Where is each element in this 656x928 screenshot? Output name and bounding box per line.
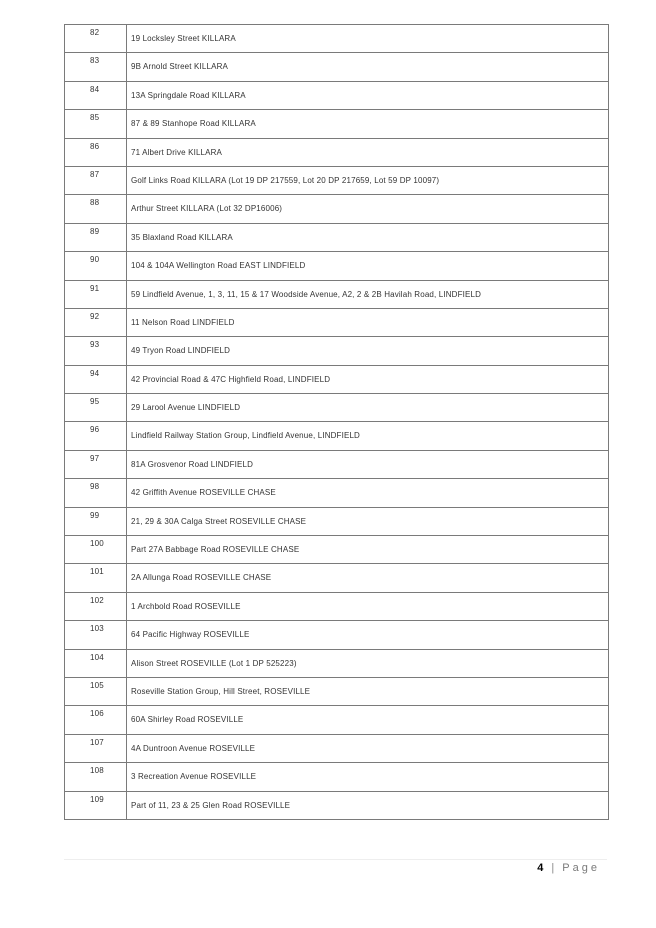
item-address: 4A Duntroon Avenue ROSEVILLE xyxy=(131,743,256,753)
item-address: Part 27A Babbage Road ROSEVILLE CHASE xyxy=(131,545,300,555)
table-row xyxy=(65,394,608,422)
item-address: 59 Lindfield Avenue, 1, 3, 11, 15 & 17 Woodside Avenue, A2, 2 & 2B Havilah Road, LINDFIELD xyxy=(131,289,482,299)
table-row xyxy=(65,621,608,649)
table-row xyxy=(65,224,608,252)
item-address: 11 Nelson Road LINDFIELD xyxy=(131,317,235,327)
item-address: 2A Allunga Road ROSEVILLE CHASE xyxy=(131,573,272,583)
table-row xyxy=(65,422,608,450)
page-footer xyxy=(537,862,600,874)
table-row xyxy=(65,479,608,507)
item-address: Lindfield Railway Station Group, Lindfield Avenue, LINDFIELD xyxy=(131,431,360,441)
footer-divider xyxy=(64,859,607,860)
item-number: 82 xyxy=(65,25,127,52)
table-row xyxy=(65,53,608,81)
item-number: 101 xyxy=(65,564,127,591)
item-address: 13A Springdale Road KILLARA xyxy=(131,90,246,100)
table-row xyxy=(65,593,608,621)
item-number: 97 xyxy=(65,451,127,478)
table-row xyxy=(65,508,608,536)
table-row xyxy=(65,366,608,394)
table-row xyxy=(65,252,608,280)
item-address: 49 Tryon Road LINDFIELD xyxy=(131,346,231,356)
item-address: 42 Griffith Avenue ROSEVILLE CHASE xyxy=(131,488,276,498)
heritage-items-table xyxy=(64,24,609,820)
item-number: 109 xyxy=(65,792,127,819)
item-address: Part of 11, 23 & 25 Glen Road ROSEVILLE xyxy=(131,800,291,810)
item-address: Alison Street ROSEVILLE (Lot 1 DP 525223) xyxy=(131,658,297,668)
footer-separator: | xyxy=(551,862,556,874)
item-number: 95 xyxy=(65,394,127,421)
item-number: 83 xyxy=(65,53,127,80)
item-number: 98 xyxy=(65,479,127,506)
item-number: 108 xyxy=(65,763,127,790)
item-number: 85 xyxy=(65,110,127,137)
item-address: 87 & 89 Stanhope Road KILLARA xyxy=(131,119,256,129)
item-number: 99 xyxy=(65,508,127,535)
item-number: 91 xyxy=(65,281,127,308)
item-address: Arthur Street KILLARA (Lot 32 DP16006) xyxy=(131,204,283,214)
item-address: Roseville Station Group, Hill Street, ROSEVILLE xyxy=(131,686,311,696)
page-label: Page xyxy=(562,862,600,874)
item-number: 104 xyxy=(65,650,127,677)
table-row xyxy=(65,25,608,53)
item-number: 105 xyxy=(65,678,127,705)
item-number: 106 xyxy=(65,706,127,733)
table-row xyxy=(65,536,608,564)
item-number: 103 xyxy=(65,621,127,648)
table-row xyxy=(65,706,608,734)
item-address: 3 Recreation Avenue ROSEVILLE xyxy=(131,772,257,782)
item-address: 29 Larool Avenue LINDFIELD xyxy=(131,403,241,413)
table-row xyxy=(65,792,608,820)
item-address: 104 & 104A Wellington Road EAST LINDFIELD xyxy=(131,261,306,271)
table-row xyxy=(65,309,608,337)
table-row xyxy=(65,678,608,706)
table-row xyxy=(65,451,608,479)
item-number: 102 xyxy=(65,593,127,620)
item-number: 87 xyxy=(65,167,127,194)
page-number: 4 xyxy=(537,862,545,874)
item-address: 9B Arnold Street KILLARA xyxy=(131,62,228,72)
item-number: 89 xyxy=(65,224,127,251)
table-row xyxy=(65,564,608,592)
table-row xyxy=(65,337,608,365)
item-number: 96 xyxy=(65,422,127,449)
item-address: 1 Archbold Road ROSEVILLE xyxy=(131,601,241,611)
item-address: Golf Links Road KILLARA (Lot 19 DP 217559, Lot 20 DP 217659, Lot 59 DP 10097) xyxy=(131,175,440,185)
table-row xyxy=(65,650,608,678)
item-number: 86 xyxy=(65,139,127,166)
table-row xyxy=(65,110,608,138)
table-row xyxy=(65,763,608,791)
item-number: 84 xyxy=(65,82,127,109)
item-address: 42 Provincial Road & 47C Highfield Road, LINDFIELD xyxy=(131,374,331,384)
item-address: 60A Shirley Road ROSEVILLE xyxy=(131,715,244,725)
table-row xyxy=(65,735,608,763)
item-number: 92 xyxy=(65,309,127,336)
table-row xyxy=(65,195,608,223)
item-number: 100 xyxy=(65,536,127,563)
item-address: 35 Blaxland Road KILLARA xyxy=(131,232,233,242)
item-address: 21, 29 & 30A Calga Street ROSEVILLE CHASE xyxy=(131,516,307,526)
item-address: 81A Grosvenor Road LINDFIELD xyxy=(131,459,254,469)
item-address: 71 Albert Drive KILLARA xyxy=(131,147,223,157)
item-number: 88 xyxy=(65,195,127,222)
table-row xyxy=(65,281,608,309)
item-number: 93 xyxy=(65,337,127,364)
item-number: 107 xyxy=(65,735,127,762)
item-address: 64 Pacific Highway ROSEVILLE xyxy=(131,630,250,640)
table-row xyxy=(65,82,608,110)
table-row xyxy=(65,167,608,195)
item-number: 90 xyxy=(65,252,127,279)
item-number: 94 xyxy=(65,366,127,393)
table-row xyxy=(65,139,608,167)
item-address: 19 Locksley Street KILLARA xyxy=(131,34,236,43)
